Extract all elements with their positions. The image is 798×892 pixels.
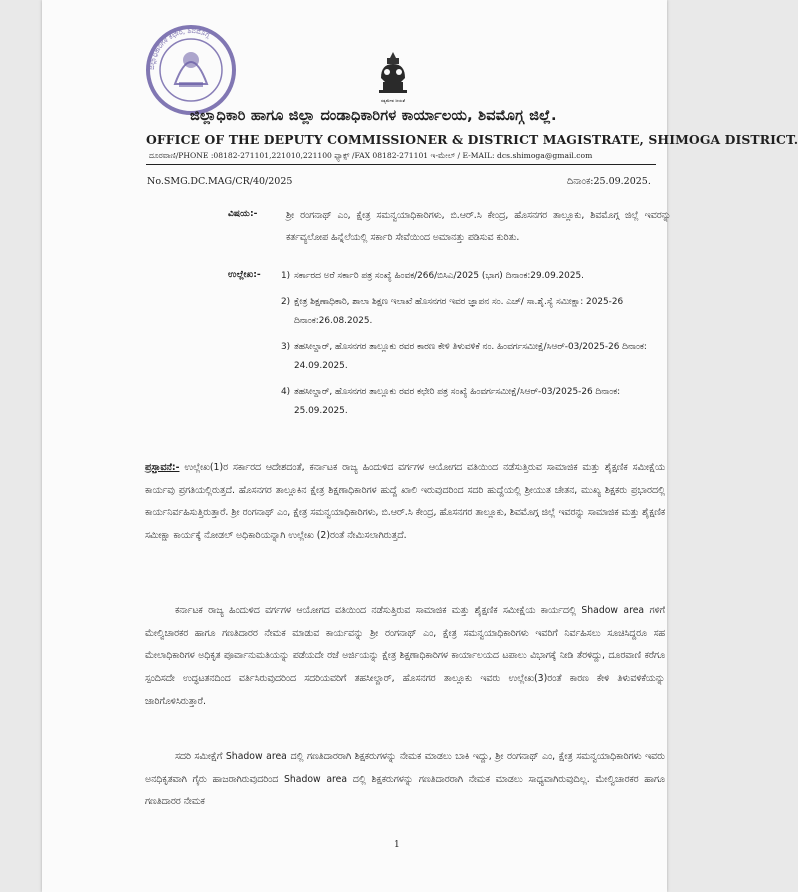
- letter-page: [42, 0, 798, 892]
- emblem-caption: ಸತ್ಯಮೇವ ಜಯತೆ: [380, 98, 406, 103]
- body-paragraph-2: ಕರ್ನಾಟಕ ರಾಜ್ಯ ಹಿಂದುಳಿದ ವರ್ಗಗಳ ಆಯೋಗದ ವತಿಯಿಂದ ನಡೆಸುತ್ತಿರುವ ಸಾಮಾಜಿಕ ಮತ್ತು ಶೈಕ್ಷಣಿಕ ಸಮೀಕ್ಷೆಯ ಕಾರ್ಯದಲ್ಲಿ Shadow area ಗಳಿಗೆ ಮೇಲ್ವಿಚಾರಕರ ಹಾಗೂ ಗಣತಿದಾರರ ನೇಮಕ ಮಾಡುವ ಕಾರ್ಯವನ್ನು ಶ್ರೀ ರಂಗನಾಥ್ ಎಂ, ಕ್ಷೇತ್ರ ಸಮನ್ವಯಾಧಿಕಾರಿಗಳು ಇವರಿಗೆ ನಿರ್ವಹಿಸಲು ಸೂಚಿಸಿದ್ದರೂ ಸಹ ಮೇಲಾಧಿಕಾರಿಗಳ ಅಧಿಕೃತ ಪೂರ್ವಾನುಮತಿಯನ್ನು ಪಡೆಯದೇ ರಜೆ ಅರ್ಜಿಯನ್ನು ಕ್ಷೇತ್ರ ಶಿಕ್ಷಣಾಧಿಕಾರಿಗಳ ಕಾರ್ಯಾಲಯದ ಟಪಾಲು ವಿಭಾಗಕ್ಕೆ ನೀಡಿ ತೆರಳಿದ್ದು, ದೂರವಾಣಿ ಕರೆಗೂ ಸ್ಪಂದಿಸದೇ ಉದ್ಧಟತನದಿಂದ ವರ್ತಿಸಿರುವುದರಿಂದ ಸದರಿಯವರಿಗೆ ತಹಸೀಲ್ದಾರ್, ಹೊಸನಗರ ತಾಲ್ಲೂಕು ಇವರು ಉಲ್ಲೇಖ(3)ರಂತೆ ಕಾರಣ ಕೇಳಿ ತಿಳುವಳಿಕೆಯನ್ನು ಜಾರಿಗೊಳಿಸಿರುತ್ತಾರೆ.: [145, 605, 665, 707]
- reference-item: 1) ಸರ್ಕಾರದ ಅರೆ ಸರ್ಕಾರಿ ಪತ್ರ ಸಂಖ್ಯೆ ಹಿಂವಕ/266/ಬಿಸಿಎ/2025 (ಭಾಗ) ದಿನಾಂಕ:29.09.2025.: [281, 271, 584, 281]
- subject-text: ಶ್ರೀ ರಂಗನಾಥ್ ಎಂ, ಕ್ಷೇತ್ರ ಸಮನ್ವಯಾಧಿಕಾರಿಗಳು, ಬಿ.ಆರ್.ಸಿ ಕೇಂದ್ರ, ಹೊಸನಗರ ತಾಲ್ಲೂಕು, ಶಿವಮೊಗ್ಗ ಜಿಲ್ಲೆ ಇವರನ್ನು ಕರ್ತವ್ಯಲೋಪ ಹಿನ್ನೆಲೆಯಲ್ಲಿ ಸರ್ಕಾರಿ ಸೇವೆಯಿಂದ ಅಮಾನತ್ತು ಪಡಿಸುವ ಕುರಿತು.: [286, 210, 671, 243]
- state-emblem-icon: [373, 48, 413, 106]
- reference-number: No.SMG.DC.MAG/CR/40/2025: [147, 176, 293, 187]
- body-paragraph-3: ಸದರಿ ಸಮೀಕ್ಷೆಗೆ Shadow area ದಲ್ಲಿ ಗಣತಿದಾರರಾಗಿ ಶಿಕ್ಷಕರುಗಳನ್ನು ನೇಮಕ ಮಾಡಲು ಬಾಕಿ ಇದ್ದು, ಶ್ರೀ ರಂಗನಾಥ್ ಎಂ, ಕ್ಷೇತ್ರ ಸಮನ್ವಯಾಧಿಕಾರಿಗಳು ಇವರು ಅನಧಿಕೃತವಾಗಿ ಗೈರು ಹಾಜರಾಗಿರುವುದರಿಂದ Shadow area ದಲ್ಲಿ ಶಿಕ್ಷಕರುಗಳನ್ನು ಗಣತಿದಾರರಾಗಿ ನೇಮಕ ಮಾಡಲು ಸಾಧ್ಯವಾಗಿರುವುದಿಲ್ಲ. ಮೇಲ್ವಿಚಾರಕರ ಹಾಗೂ ಗಣತಿದಾರರ ನೇಮಕ: [145, 751, 665, 808]
- stamp-text: ಜಿಲ್ಲಾಧಿಕಾರಿಗಳ ಕಛೇರಿ, ಶಿವಮೊಗ್ಗ: [147, 26, 212, 71]
- reference-item: 4) ತಹಸೀಲ್ದಾರ್, ಹೊಸನಗರ ತಾಲ್ಲೂಕು ರವರ ಕಛೇರಿ ಪತ್ರ ಸಂಖ್ಯೆ ಹಿಂವರ್ಗಸಮೀಕ್ಷೆ/ಸಿಆರ್-03/2025-26 ದಿನಾಂಕ: 25.09.2025.: [281, 386, 621, 416]
- letter-date: ದಿನಾಂಕ:25.09.2025.: [567, 176, 651, 187]
- contact-line: ದೂರವಾಣಿ/PHONE :08182-271101,221010,221100 ಫ್ಯಾಕ್ಸ್ /FAX 08182-271101 ಇ-ಮೇಲ್ / E-MAIL: dcs.shimoga@gmail.com: [149, 151, 593, 160]
- svg-text:ಜಿಲ್ಲಾಧಿಕಾರಿಗಳ ಕಛೇರಿ, ಶಿವಮೊಗ್ಗ: [148, 27, 212, 70]
- references-list: [281, 267, 671, 428]
- page-number: 1: [394, 840, 400, 850]
- office-title-kannada: ಜಿಲ್ಲಾಧಿಕಾರಿ ಹಾಗೂ ಜಿಲ್ಲಾ ದಂಡಾಧಿಕಾರಿಗಳ ಕಾರ್ಯಾಲಯ, ಶಿವಮೊಗ್ಗ ಜಿಲ್ಲೆ.: [190, 108, 557, 124]
- references-label: ಉಲ್ಲೇಖ:-: [228, 269, 261, 280]
- subject-label: ವಿಷಯ:-: [228, 208, 258, 219]
- reference-item: 2) ಕ್ಷೇತ್ರ ಶಿಕ್ಷಣಾಧಿಕಾರಿ, ಶಾಲಾ ಶಿಕ್ಷಣ ಇಲಾಖೆ ಹೊಸನಗರ ಇವರ ಜ್ಞಾಪನ ಸಂ. ಎಚ್/ ಸಾ.ಶೈ.ಸ್ಯೆ ಸಮೀಕ್ಷಾ: 2025-26 ದಿನಾಂಕ:26.08.2025.: [281, 296, 624, 326]
- body-paragraph-1: ಪ್ರಸ್ತಾವನೆ:- ಉಲ್ಲೇಖ(1)ರ ಸರ್ಕಾರದ ಆದೇಶದಂತೆ, ಕರ್ನಾಟಕ ರಾಜ್ಯ ಹಿಂದುಳಿದ ವರ್ಗಗಳ ಆಯೋಗದ ವತಿಯಿಂದ ನಡೆಸುತ್ತಿರುವ ಸಾಮಾಜಿಕ ಮತ್ತು ಶೈಕ್ಷಣಿಕ ಸಮೀಕ್ಷೆಯ ಕಾರ್ಯವು ಪ್ರಗತಿಯಲ್ಲಿರುತ್ತದೆ. ಹೊಸನಗರ ತಾಲ್ಲೂಕಿನ ಕ್ಷೇತ್ರ ಶಿಕ್ಷಣಾಧಿಕಾರಿಗಳ ಹುದ್ದೆ ಖಾಲಿ ಇರುವುದರಿಂದ ಸದರಿ ಹುದ್ದೆಯಲ್ಲಿ ಶ್ರೀಯುತ ಚೇತನ, ಮುಖ್ಯ ಶಿಕ್ಷಕರು ಪ್ರಭಾರದಲ್ಲಿ ಕಾರ್ಯನಿರ್ವಹಿಸುತ್ತಿರುತ್ತಾರೆ. ಶ್ರೀ ರಂಗನಾಥ್ ಎಂ, ಕ್ಷೇತ್ರ ಸಮನ್ವಯಾಧಿಕಾರಿಗಳು, ಬಿ.ಆರ್.ಸಿ ಕೇಂದ್ರ, ಹೊಸನಗರ ತಾಲ್ಲೂಕು, ಶಿವಮೊಗ್ಗ ಜಿಲ್ಲೆ ಇವರನ್ನು ಸಾಮಾಜಿಕ ಮತ್ತು ಶೈಕ್ಷಣಿಕ ಸಮೀಕ್ಷಾ ಕಾರ್ಯಕ್ಕೆ ನೋಡಲ್ ಅಧಿಕಾರಿಯನ್ನಾಗಿ ಉಲ್ಲೇಖ (2)ರಂತೆ ನೇಮಿಸಲಾಗಿರುತ್ತದೆ.: [145, 462, 665, 542]
- header-divider: [146, 164, 656, 165]
- preamble-label: ಪ್ರಸ್ತಾವನೆ:-: [145, 462, 180, 473]
- office-title-english: OFFICE OF THE DEPUTY COMMISSIONER & DISTRICT MAGISTRATE, SHIMOGA DISTRICT.: [146, 132, 798, 147]
- reference-item: 3) ತಹಸೀಲ್ದಾರ್, ಹೊಸನಗರ ತಾಲ್ಲೂಕು ರವರ ಕಾರಣ ಕೇಳಿ ತಿಳುವಳಿಕೆ ನಂ. ಹಿಂವರ್ಗಸಮೀಕ್ಷೆ/ಸಿಆರ್-03/2025-26 ದಿನಾಂಕ: 24.09.2025.: [281, 341, 647, 371]
